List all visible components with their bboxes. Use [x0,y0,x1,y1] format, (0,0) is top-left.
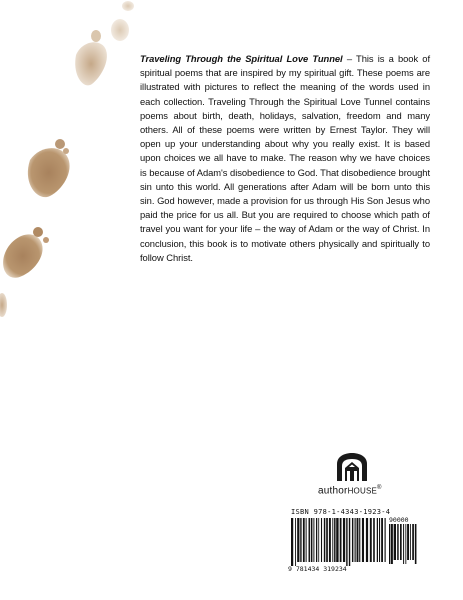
book-description [140,52,430,265]
barcode-digits: 9 781434 319234 [288,565,347,573]
footprint-middle [28,139,70,197]
footprint-top-small [111,1,134,41]
price-addon-bars [389,524,417,564]
ean-barcode-bars [291,518,387,566]
isbn-label: ISBN 978-1-4343-1923-4 [291,508,391,516]
publisher-logo-icon [335,452,369,482]
footprints-illustration [0,0,150,330]
isbn-barcode [286,508,422,576]
footprint-upper [75,30,107,85]
price-code: 90000 [389,516,409,524]
footprint-bottom-edge [0,293,7,317]
book-title: Traveling Through the Spiritual Love Tunnel [140,53,343,64]
footprint-lower [3,227,49,278]
publisher-block [318,452,448,508]
description-text: – This is a book of spiritual poems that are inspired by my spiritual gift. These poems are illustrated with pictures to reflect the meaning of the words used in each collection. Traveling Through the Spiritual Love Tunnel contains poems about birth, death, holidays, salvation, freedom and many others. All of these poems were written by Ernest Taylor. They will open up your understanding about why you really exist. It is based upon choices we all have to make. The reason why we have choices is because of Adam's disobedience to God. That disobedience brought sin unto this world. All generations after Adam will be born unto this sin. God however, made a provision for us through His Son Jesus who paid the price for us all. But you are required to choose which path of travel you want for your life – the way of Adam or the way of Christ. In conclusion, this book is to motivate others physically and spiritually to follow Christ. [140,53,431,263]
publisher-name: authorHOUSE® [318,485,382,497]
